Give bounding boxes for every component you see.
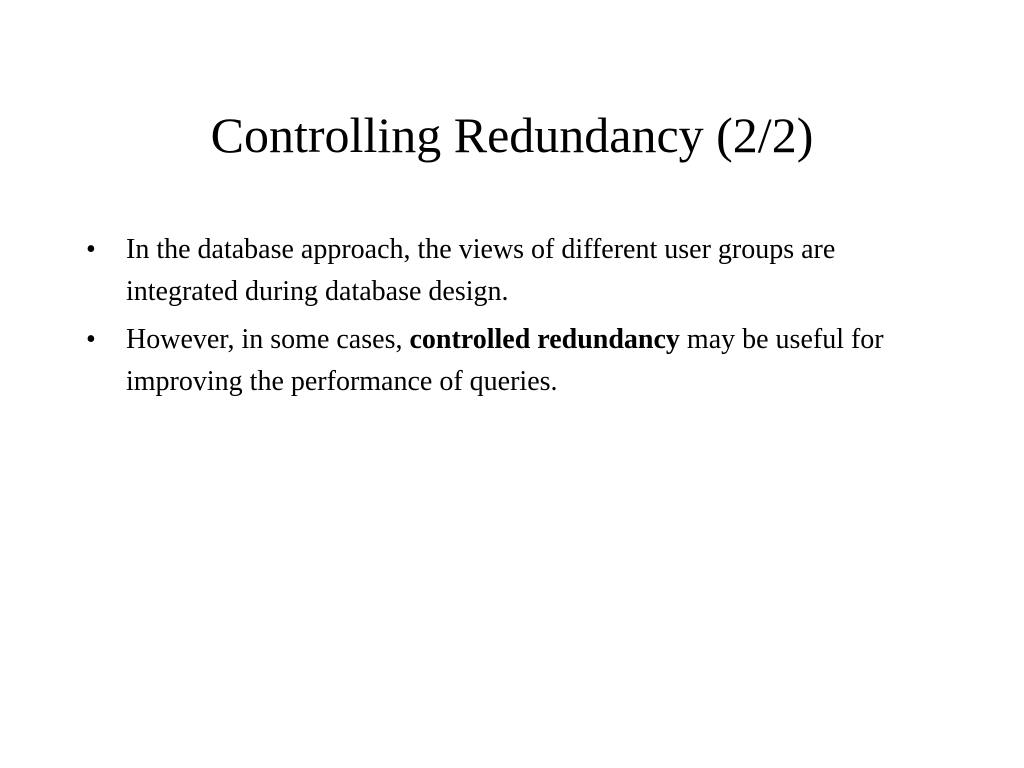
bullet-text-emphasis: controlled redundancy [409, 324, 680, 355]
bullet-text-before: However, in some cases, [126, 324, 410, 355]
bullet-icon: • [86, 324, 96, 355]
bullet-text-after: may be useful for improving the performance of queries. [126, 324, 884, 397]
bullet-text: In the database approach, the views of different user groups are integrated during database design. [126, 234, 836, 307]
slide-title: Controlling Redundancy (2/2) [210, 107, 814, 163]
bullet-list [86, 229, 946, 409]
bullet-item-views-integrated [86, 229, 946, 313]
bullet-item-controlled-redundancy [86, 319, 946, 403]
bullet-icon: • [86, 234, 96, 265]
